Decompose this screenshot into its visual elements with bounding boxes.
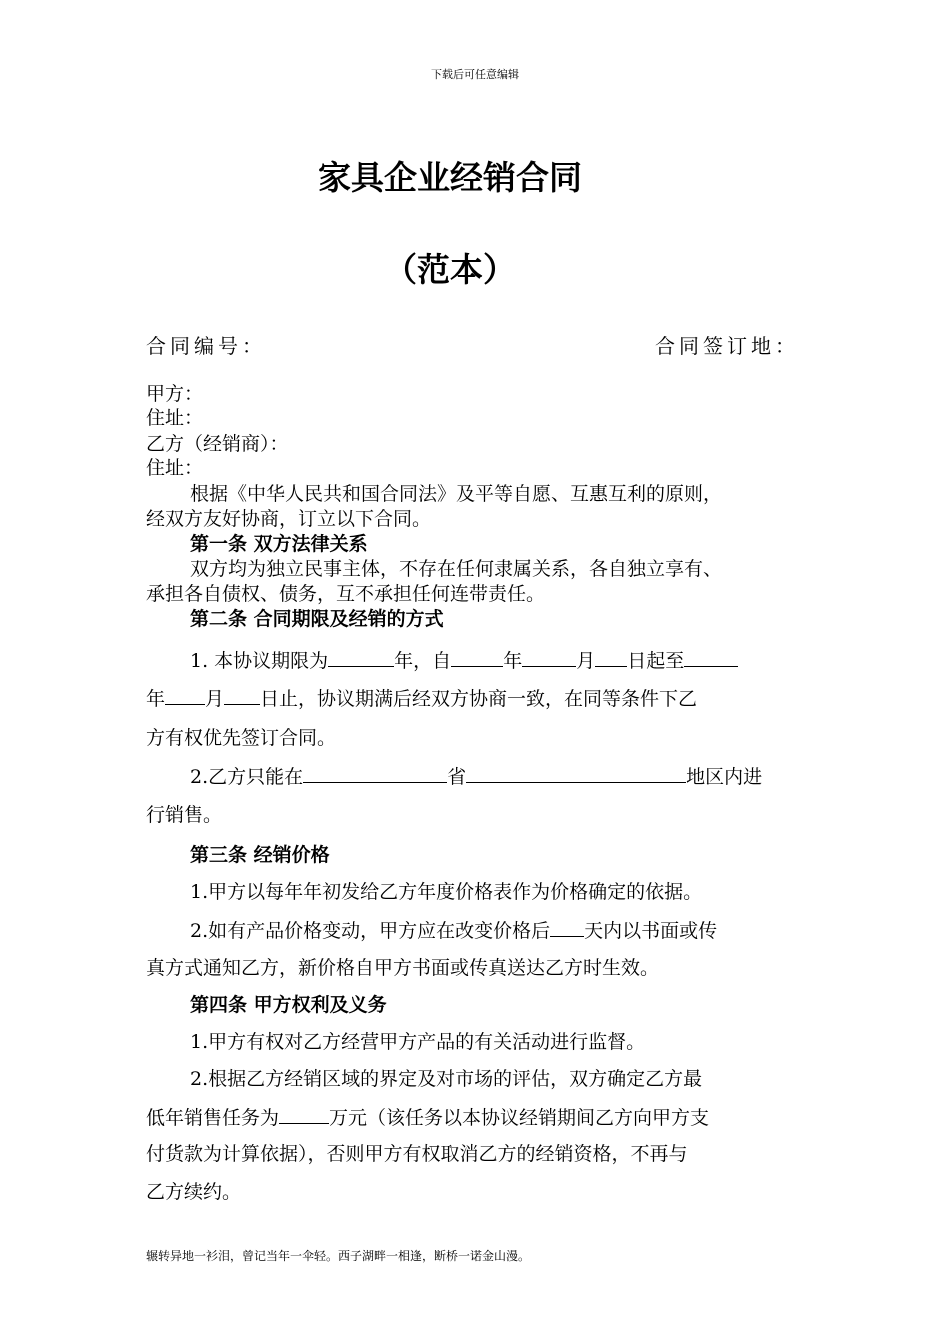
article-2-clause-1: [190, 648, 738, 673]
intro-line: 经双方友好协商，订立以下合同。: [146, 508, 432, 530]
blank-field: [522, 648, 576, 667]
party-b-label: 乙方（经销商）：: [146, 433, 289, 455]
article-2-clause-2: [190, 764, 762, 789]
article-3-clause-2: [190, 918, 717, 943]
article-3-clause-1: 1.甲方以每年年初发给乙方年度价格表作为价格确定的依据。: [190, 881, 703, 903]
clause-text: 低年销售任务为: [146, 1107, 280, 1129]
blank-field: [224, 686, 260, 705]
clause-text: 地区内进: [686, 766, 763, 788]
page-header: 下载后可任意编辑: [431, 68, 519, 81]
clause-text: 日起至: [627, 650, 685, 672]
clause-text: 省: [447, 766, 467, 788]
intro-line: 根据《中华人民共和国合同法》及平等自愿、互惠互利的原则，: [190, 483, 723, 505]
article-1-text: 双方均为独立民事主体，不存在任何隶属关系，各自独立享有、: [190, 558, 723, 580]
clause-text: 年: [146, 688, 166, 710]
page-footer: 辗转异地一衫泪，曾记当年一伞轻。西子湖畔一相逢，断桥一诺金山漫。: [146, 1249, 531, 1263]
article-4-clause-2-cont: 乙方续约。: [146, 1181, 242, 1203]
blank-field: [165, 686, 205, 705]
clause-text: 2.乙方只能在: [190, 766, 304, 788]
clause-text: 1. 本协议期限为: [190, 650, 329, 672]
article-4-clause-2: 2.根据乙方经销区域的界定及对市场的评估，双方确定乙方最: [190, 1068, 703, 1090]
clause-text: 年: [503, 650, 523, 672]
article-4-heading: 第四条 甲方权利及义务: [190, 994, 387, 1016]
blank-field: [466, 764, 686, 783]
article-2-clause-1-cont: [146, 686, 697, 711]
article-4-clause-2-cont: 付货款为计算依据），否则甲方有权取消乙方的经销资格，不再与: [146, 1143, 688, 1165]
article-1-text: 承担各自债权、债务，互不承担任何连带责任。: [146, 583, 546, 605]
article-2-clause-1-cont: 方有权优先签订合同。: [146, 727, 337, 749]
clause-text: 月: [205, 688, 225, 710]
contract-number-label: 合同编号：: [146, 334, 266, 358]
blank-field: [328, 648, 394, 667]
article-4-clause-2-cont: [146, 1105, 709, 1130]
article-4-clause-1: 1.甲方有权对乙方经营甲方产品的有关活动进行监督。: [190, 1031, 646, 1053]
clause-text: 月: [576, 650, 596, 672]
blank-field: [303, 764, 447, 783]
article-1-heading: 第一条 双方法律关系: [190, 533, 368, 555]
article-2-clause-2-cont: 行销售。: [146, 804, 223, 826]
clause-text: 2.如有产品价格变动，甲方应在改变价格后: [190, 920, 551, 942]
article-2-heading: 第二条 合同期限及经销的方式: [190, 608, 444, 630]
blank-field: [684, 648, 738, 667]
party-a-label: 甲方：: [146, 383, 204, 405]
blank-field: [595, 648, 627, 667]
blank-field: [451, 648, 503, 667]
party-a-address-label: 住址：: [146, 407, 204, 429]
clause-text: 年，自: [394, 650, 452, 672]
clause-text: 日止，协议期满后经双方协商一致，在同等条件下乙: [260, 688, 698, 710]
clause-text: 万元（该任务以本协议经销期间乙方向甲方支: [329, 1107, 710, 1129]
document-subtitle: （范本）: [384, 250, 516, 289]
article-3-clause-2-cont: 真方式通知乙方，新价格自甲方书面或传真送达乙方时生效。: [146, 957, 660, 979]
blank-field: [550, 918, 584, 937]
party-b-address-label: 住址：: [146, 457, 204, 479]
sign-place-label: 合同签订地：: [655, 334, 799, 358]
document-title: 家具企业经销合同: [318, 158, 582, 197]
blank-field: [279, 1105, 329, 1124]
article-3-heading: 第三条 经销价格: [190, 844, 330, 866]
clause-text: 天内以书面或传: [584, 920, 718, 942]
